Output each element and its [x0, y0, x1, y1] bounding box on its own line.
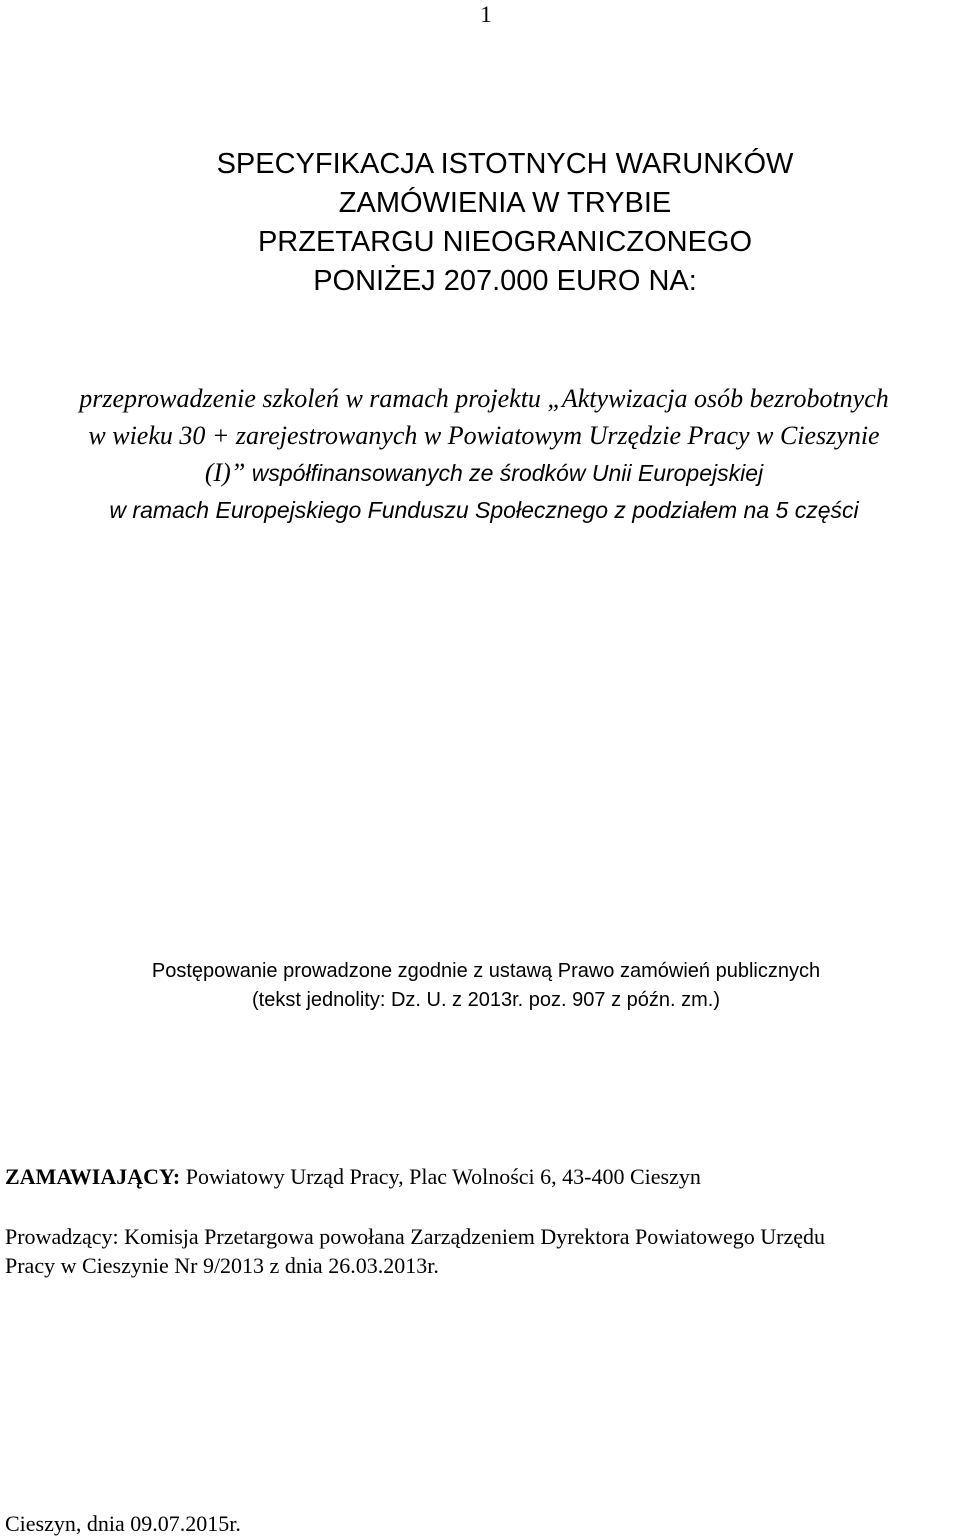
procedure-lead-line: Pracy w Cieszynie Nr 9/2013 z dnia 26.03.2013r.: [5, 1253, 439, 1278]
legal-basis-line: (tekst jednolity: Dz. U. z 2013r. poz. 907 z późn. zm.): [252, 989, 720, 1011]
title-line: PRZETARGU NIEOGRANICZONEGO: [257, 226, 753, 258]
document-title: [0, 145, 960, 301]
legal-basis-line: Postępowanie prowadzone zgodnie z ustawą Prawo zamówień publicznych: [151, 960, 821, 982]
title-line: ZAMÓWIENIA W TRYBIE: [338, 187, 672, 219]
title-line: SPECYFIKACJA ISTOTNYCH WARUNKÓW: [216, 148, 794, 180]
contracting-authority: [5, 1162, 960, 1191]
procedure-lead: [5, 1222, 960, 1280]
place-and-date: Cieszyn, dnia 09.07.2015r.: [5, 1511, 241, 1536]
contracting-authority-value: Powiatowy Urząd Pracy, Plac Wolności 6, 43-400 Cieszyn: [185, 1164, 701, 1189]
subject-line-part: (I)”: [204, 458, 246, 487]
subject-line: [0, 454, 960, 492]
title-line: PONIŻEJ 207.000 EURO NA:: [313, 265, 697, 297]
procurement-subject: [0, 380, 960, 529]
subject-line: w wieku 30 + zarejestrowanych w Powiatowym Urzędzie Pracy w Cieszynie: [88, 421, 880, 450]
procedure-lead-line: Prowadzący: Komisja Przetargowa powołana Zarządzeniem Dyrektora Powiatowego Urzędu: [5, 1224, 826, 1249]
subject-line: przeprowadzenie szkoleń w ramach projektu „Aktywizacja osób bezrobotnych: [79, 384, 889, 413]
contracting-authority-label: ZAMAWIAJĄCY:: [5, 1164, 181, 1189]
subject-line-part: współfinansowanych ze środków Unii Europejskiej: [251, 460, 764, 486]
subject-line: w ramach Europejskiego Funduszu Społecznego z podziałem na 5 części: [109, 497, 859, 523]
legal-basis: [0, 957, 960, 1015]
page-number: 1: [480, 2, 492, 27]
